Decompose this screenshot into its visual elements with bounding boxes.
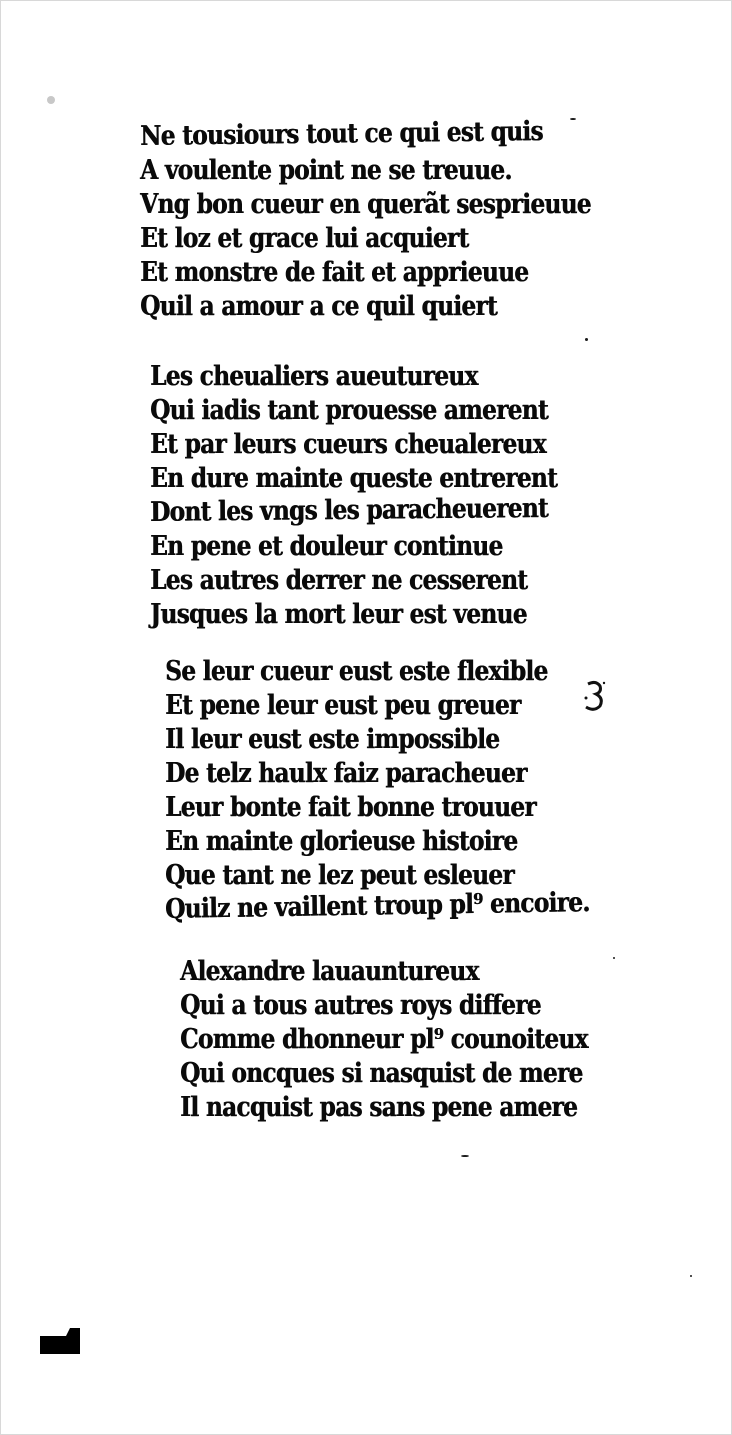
ink-speck [570, 118, 576, 120]
verse-line: Leur bonte fait bonne trouuer [165, 792, 536, 823]
verse-line: Vng bon cueur en querãt sesprieuue [140, 189, 591, 220]
verse-line: Qui oncques si nasquist de mere [180, 1058, 583, 1089]
ink-speck [461, 1155, 469, 1157]
verse-line: En dure mainte queste entrerent [150, 463, 558, 494]
verse-line: Alexandre lauauntureux [180, 956, 479, 987]
ink-speck [585, 338, 588, 341]
verse-line: Les cheualiers aueutureux [150, 361, 478, 392]
verse-line: En mainte glorieuse histoire [165, 826, 518, 857]
verse-line: Comme dhonneur pl⁹ counoiteux [180, 1024, 588, 1055]
verse-line: A voulente point ne se treuue. [140, 155, 512, 186]
verse-line: Qui a tous autres roys differe [180, 990, 541, 1021]
ink-speck [690, 1275, 692, 1277]
verse-line: Que tant ne lez peut esleuer [165, 860, 514, 891]
verse-line: En pene et douleur continue [150, 531, 503, 562]
verse-line: Se leur cueur eust este flexible [165, 656, 548, 687]
ink-speck [613, 957, 615, 959]
stanza-4 [180, 955, 654, 1125]
verse-line: Et par leurs cueurs cheualereux [150, 429, 546, 460]
stanza-2 [150, 360, 623, 632]
verse-line: Quilz ne vaillent troup pl⁹ encoire. [164, 887, 590, 925]
stanza-1 [139, 116, 664, 324]
ink-speck [47, 96, 55, 104]
verse-line: Et pene leur eust peu greuer [165, 690, 521, 721]
margin-mark-icon [582, 680, 608, 712]
verse-line: Jusques la mort leur est venue [150, 599, 527, 630]
verse-line: Quil a amour a ce quil quiert [140, 291, 497, 322]
verse-line: Ne tousiours tout ce qui est quis [139, 116, 543, 152]
verse-line: Il nacquist pas sans pene amere [180, 1092, 578, 1123]
verse-line: Et monstre de fait et apprieuue [140, 257, 529, 288]
ink-blot-icon [40, 1328, 80, 1354]
verse-line: De telz haulx faiz paracheuer [165, 758, 527, 789]
verse-line: Dont les vngs les paracheuerent [149, 492, 548, 528]
verse-line: Qui iadis tant prouesse amerent [150, 395, 548, 426]
verse-line: Il leur eust este impossible [165, 724, 500, 755]
verse-line: Les autres derrer ne cesserent [150, 565, 528, 596]
verse-line: Et loz et grace lui acquiert [140, 223, 469, 254]
